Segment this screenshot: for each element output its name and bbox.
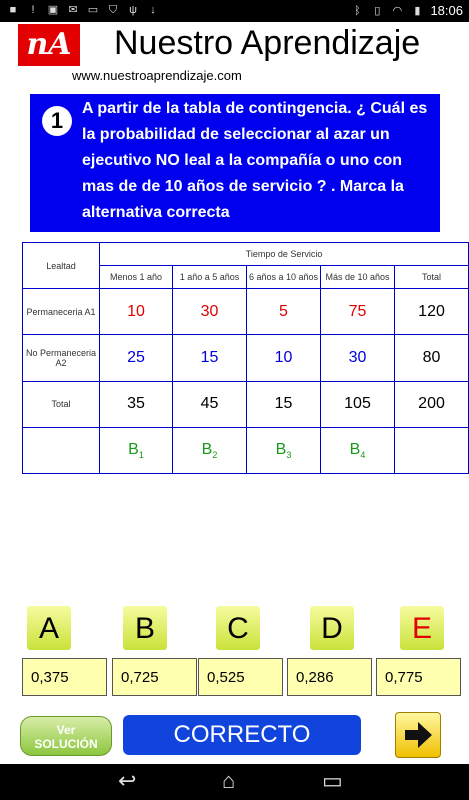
table-cell: 15 [173,335,247,381]
ver-label: Ver [56,723,76,737]
wifi-icon: ◠ [392,4,403,17]
table-cell: 105 [321,381,395,427]
option-b-button[interactable]: B [123,606,167,650]
recent-apps-icon[interactable]: ▭ [322,768,343,793]
table-cell: 5 [247,289,321,335]
option-d-button[interactable]: D [310,606,354,650]
tv-icon: ▭ [87,4,99,16]
alert-icon: ! [31,4,35,16]
app-title: Nuestro Aprendizaje [114,24,421,62]
option-a-value: 0,375 [22,658,107,696]
column-header: 1 año a 5 años [173,266,247,289]
result-banner: CORRECTO [123,715,361,755]
navigation-bar [0,764,469,800]
question-number: 1 [42,106,72,136]
home-icon[interactable]: ⌂ [222,768,236,793]
table-cell: 10 [247,335,321,381]
row-label: Permaneceria A1 [23,289,100,335]
site-url: www.nuestroaprendizaje.com [72,68,242,83]
table-row [23,427,469,473]
usb-icon: ψ [129,4,137,16]
system-icons [350,3,463,18]
row-header: Lealtad [23,243,100,289]
row-label: No Permaneceria A2 [23,335,100,381]
option-e-value: 0,775 [376,658,461,696]
b-label: $B_3$ [247,427,321,473]
question-box [30,94,440,232]
battery-icon: ▮ [414,4,421,17]
b-label: $B_4$ [321,427,395,473]
column-header: Total [395,266,469,289]
column-header: 6 años a 10 años [247,266,321,289]
table-cell: 80 [395,335,469,381]
table-cell: 75 [321,289,395,335]
table-cell: 200 [395,381,469,427]
table-cell: 15 [247,381,321,427]
table-cell: 120 [395,289,469,335]
option-c-button[interactable]: C [216,606,260,650]
question-text: A partir de la tabla de contingencia. ¿ Cuál es la probabilidad de seleccionar al azar un ejecutivo NO leal a la compañía o uno con mas de de 10 años de servicio ? . Marca la alternativa correcta [82,100,428,221]
b-label: $B_2$ [173,427,247,473]
table-row [23,289,469,335]
app-logo: nA [18,24,80,66]
table-cell: 25 [100,335,173,381]
table-cell: 30 [321,335,395,381]
arrow-right-icon [396,713,440,757]
table-cell: 45 [173,381,247,427]
vibrate-icon: ▯ [374,4,381,17]
back-icon[interactable]: ↩ [118,768,137,793]
clock: 18:06 [430,3,463,18]
table-cell: 10 [100,289,173,335]
table-cell: 35 [100,381,173,427]
empty-cell [395,427,469,473]
notification-icons [6,3,160,17]
group-header: Tiempo de Servicio [100,243,469,266]
column-header: Menos 1 año [100,266,173,289]
download-icon: ↓ [150,4,156,16]
app-notification-icon: ■ [9,4,17,16]
contingency-table [22,242,469,474]
column-header: Más de 10 años [321,266,395,289]
empty-cell [23,427,100,473]
option-a-button[interactable]: A [27,606,71,650]
table-row [23,335,469,381]
table-cell: 30 [173,289,247,335]
option-d-value: 0,286 [287,658,372,696]
bluetooth-icon: ᛒ [354,4,361,17]
b-label: $B_1$ [100,427,173,473]
row-label: Total [23,381,100,427]
option-b-value: 0,725 [112,658,197,696]
table-row [23,381,469,427]
next-button[interactable] [395,712,441,758]
shield-icon: ⛉ [108,4,118,16]
mail-icon: ✉ [68,4,78,16]
image-icon: ▣ [47,4,59,16]
solucion-label: SOLUCIÓN [34,737,98,751]
option-c-value: 0,525 [198,658,283,696]
option-e-button[interactable]: E [400,606,444,650]
status-bar [0,0,469,22]
ver-solucion-button[interactable] [20,716,112,756]
